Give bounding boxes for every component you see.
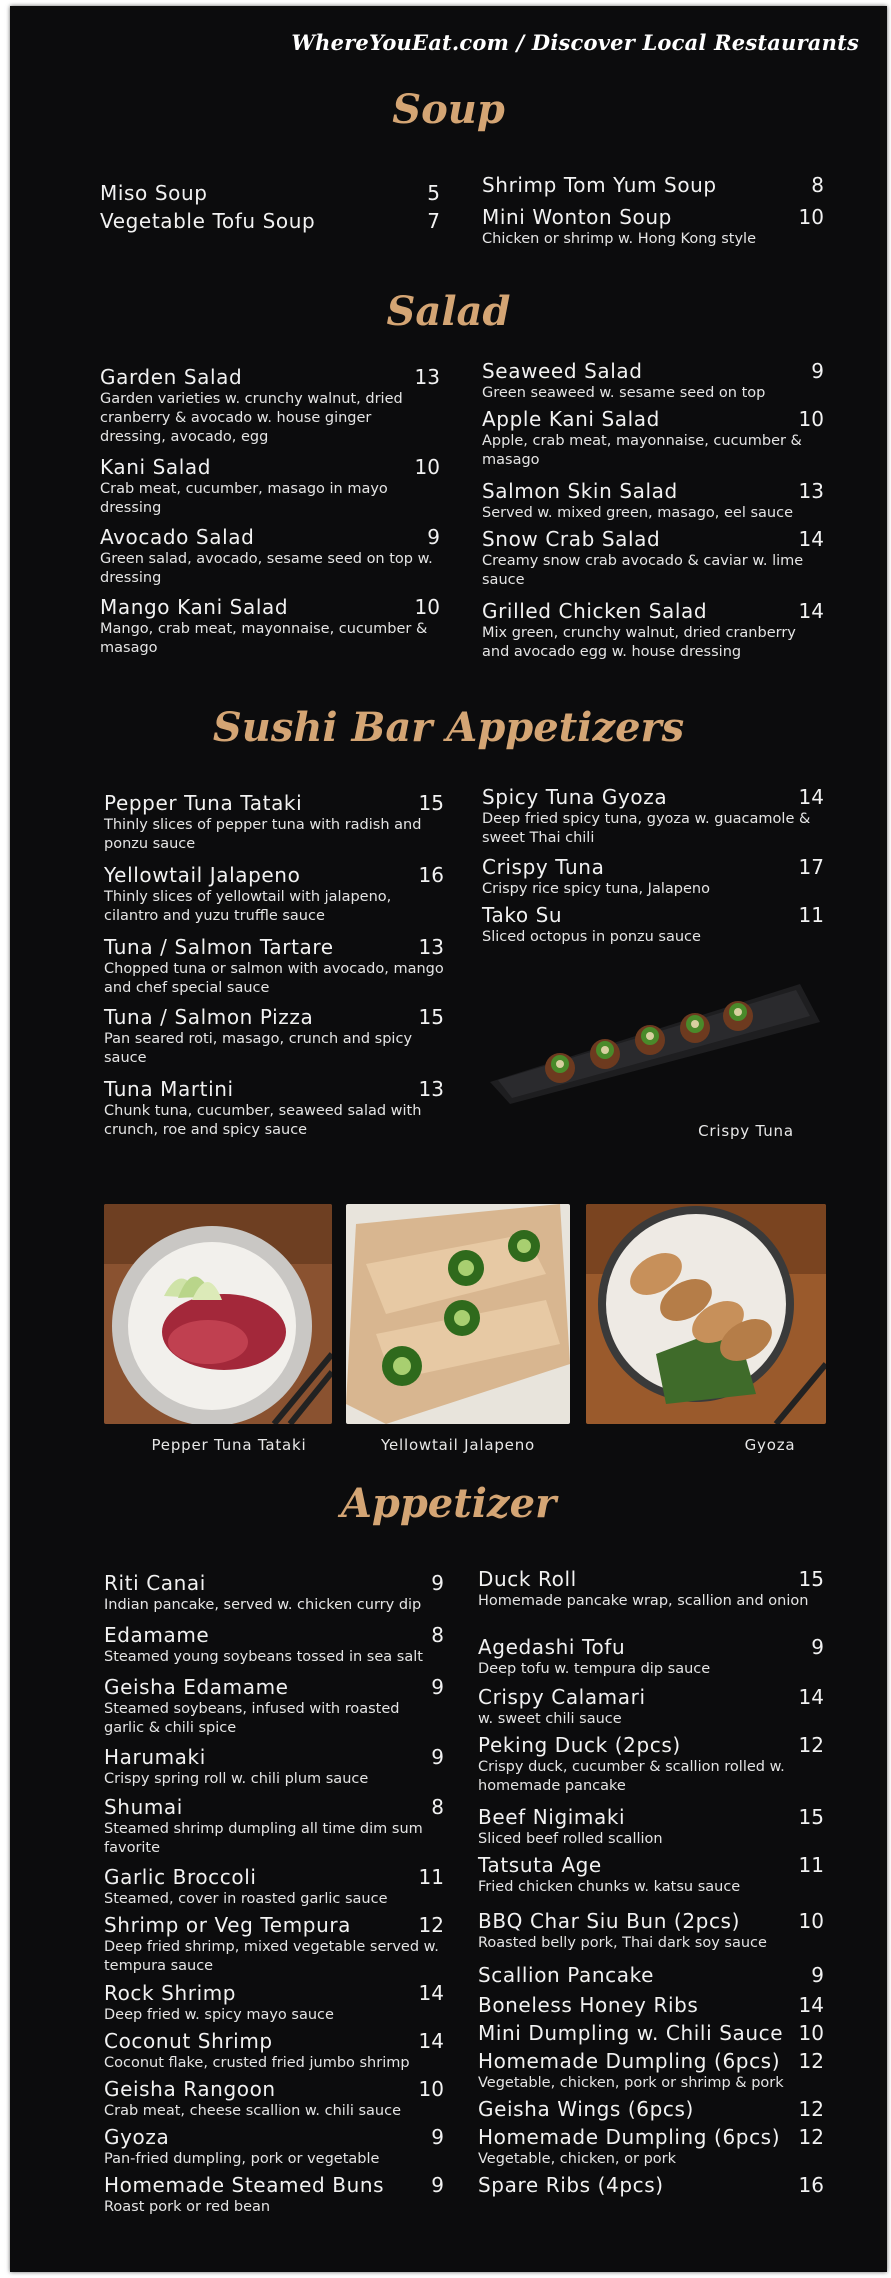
menu-item [100,596,440,658]
item-price: 11 [418,1865,444,1889]
item-name: Homemade Dumpling (6pcs) [478,2049,781,2073]
item-name: Coconut Shrimp [104,2029,273,2053]
menu-item [100,182,440,204]
item-name: Boneless Honey Ribs [478,1993,699,2017]
menu-item [104,2174,444,2217]
item-price: 10 [798,205,824,229]
item-name: Homemade Steamed Buns [104,2173,385,2197]
menu-item [478,2126,824,2169]
item-name: Mini Wonton Soup [482,205,672,229]
item-description: Apple, crab meat, mayonnaise, cucumber & masago [482,433,802,468]
menu-item [104,1914,444,1976]
menu-item [482,480,824,523]
item-description: Crab meat, cheese scallion w. chili sauce [104,2103,402,2119]
item-description: Deep fried w. spicy mayo sauce [104,2007,334,2023]
menu-item [482,600,824,662]
menu-item [478,1734,824,1796]
item-price: 11 [798,903,824,927]
item-price: 15 [798,1567,824,1591]
photo-caption: Yellowtail Jalapeno [381,1436,535,1454]
menu-item [482,174,824,196]
item-name: Duck Roll [478,1567,577,1591]
item-description: Fried chicken chunks w. katsu sauce [478,1879,741,1895]
menu-item [104,1572,444,1615]
item-description: Vegetable, chicken, or pork [478,2151,677,2167]
item-price: 8 [811,173,824,197]
item-name: Peking Duck (2pcs) [478,1733,681,1757]
item-name: Vegetable Tofu Soup [100,209,316,233]
item-description: Homemade pancake wrap, scallion and onion [478,1593,809,1609]
item-name: Mini Dumpling w. Chili Sauce [478,2021,784,2045]
item-name: Agedashi Tofu [478,1635,626,1659]
photo-caption: Gyoza [744,1436,796,1454]
item-name: Garlic Broccoli [104,1865,257,1889]
item-description: Deep fried spicy tuna, gyoza w. guacamole & sweet Thai chili [482,811,811,846]
item-price: 9 [811,1635,824,1659]
item-name: Kani Salad [100,455,212,479]
item-name: Grilled Chicken Salad [482,599,708,623]
item-name: Apple Kani Salad [482,407,660,431]
item-description: Roast pork or red bean [104,2199,271,2215]
item-description: Served w. mixed green, masago, eel sauce [482,505,794,521]
item-description: Roasted belly pork, Thai dark soy sauce [478,1935,767,1951]
item-name: Crispy Tuna [482,855,605,879]
menu-item [482,408,824,470]
menu-item [104,1796,444,1858]
item-price: 15 [418,791,444,815]
item-name: Tuna / Salmon Pizza [104,1005,314,1029]
item-price: 10 [414,455,440,479]
item-description: Steamed shrimp dumpling all time dim sum favorite [104,1821,423,1856]
item-name: Scallion Pancake [478,1963,655,1987]
item-description: Pan seared roti, masago, crunch and spicy sauce [104,1031,413,1066]
menu-item [104,936,444,998]
menu-item [478,1854,824,1897]
item-name: Harumaki [104,1745,206,1769]
item-price: 12 [798,2049,824,2073]
item-name: Crispy Calamari [478,1685,646,1709]
item-price: 17 [798,855,824,879]
menu-item [100,456,440,518]
menu-item [478,1568,824,1611]
item-name: Yellowtail Jalapeno [104,863,301,887]
menu-item [104,1624,444,1667]
item-description: Mango, crab meat, mayonnaise, cucumber & masago [100,621,428,656]
section-title-salad: Salad [386,288,511,335]
item-name: Tako Su [482,903,563,927]
menu-item [104,1866,444,1909]
menu-page [10,6,887,2272]
menu-item [100,210,440,232]
section-title-sushi-bar: Sushi Bar Appetizers [212,704,685,751]
item-price: 10 [798,2021,824,2045]
item-name: Shumai [104,1795,183,1819]
crispy-tuna-photo [480,972,826,1108]
item-description: Creamy snow crab avocado & caviar w. lime sauce [482,553,804,588]
menu-item [478,1994,824,2016]
menu-item [104,2126,444,2169]
item-name: Geisha Rangoon [104,2077,276,2101]
item-description: Coconut flake, crusted fried jumbo shrimp [104,2055,410,2071]
item-name: Pepper Tuna Tataki [104,791,303,815]
menu-item [478,1806,824,1849]
item-price: 10 [798,407,824,431]
item-description: Steamed soybeans, infused with roasted garlic & chili spice [104,1701,400,1736]
item-price: 9 [431,1571,444,1595]
item-name: Homemade Dumpling (6pcs) [478,2125,781,2149]
section-title-appetizer: Appetizer [340,1480,557,1527]
item-price: 11 [798,1853,824,1877]
menu-item [478,1636,824,1679]
item-price: 9 [431,2173,444,2197]
menu-item [478,1964,824,1986]
menu-item [482,528,824,590]
item-description: Chopped tuna or salmon with avocado, mango and chef special sauce [104,961,444,996]
item-description: Crispy spring roll w. chili plum sauce [104,1771,369,1787]
item-name: Geisha Edamame [104,1675,289,1699]
item-price: 9 [811,1963,824,1987]
item-price: 13 [414,365,440,389]
site-watermark: WhereYouEat.com / Discover Local Restaurants [291,30,859,55]
item-description: w. sweet chili sauce [478,1711,622,1727]
item-description: Green salad, avocado, sesame seed on top w. dressing [100,551,433,586]
item-price: 13 [418,1077,444,1101]
menu-item [478,2022,824,2044]
item-name: Garden Salad [100,365,243,389]
item-price: 8 [431,1623,444,1647]
menu-item [478,1910,824,1953]
item-name: Mango Kani Salad [100,595,289,619]
item-description: Pan-fried dumpling, pork or vegetable [104,2151,380,2167]
item-price: 16 [798,2173,824,2197]
menu-item [478,1686,824,1729]
item-name: Gyoza [104,2125,170,2149]
menu-item [478,2098,824,2120]
item-price: 9 [431,1675,444,1699]
item-price: 15 [798,1805,824,1829]
item-price: 15 [418,1005,444,1029]
menu-item [104,2030,444,2073]
item-price: 10 [418,2077,444,2101]
item-name: Shrimp Tom Yum Soup [482,173,717,197]
item-name: Snow Crab Salad [482,527,661,551]
item-price: 9 [811,359,824,383]
item-name: Tatsuta Age [478,1853,602,1877]
menu-item [478,2050,824,2093]
item-price: 14 [798,527,824,551]
photo-caption: Crispy Tuna [698,1122,794,1140]
item-price: 12 [798,2097,824,2121]
item-price: 14 [798,785,824,809]
item-name: Tuna Martini [104,1077,234,1101]
item-name: Spare Ribs (4pcs) [478,2173,664,2197]
menu-item [100,366,440,447]
item-name: Shrimp or Veg Tempura [104,1913,352,1937]
item-price: 12 [798,2125,824,2149]
menu-item [104,1676,444,1738]
item-price: 14 [418,1981,444,2005]
item-price: 12 [798,1733,824,1757]
item-description: Indian pancake, served w. chicken curry dip [104,1597,422,1613]
item-price: 7 [427,209,440,233]
menu-item [482,786,824,848]
item-description: Thinly slices of pepper tuna with radish and ponzu sauce [104,817,422,852]
item-description: Steamed, cover in roasted garlic sauce [104,1891,388,1907]
photo-caption: Pepper Tuna Tataki [151,1436,307,1454]
menu-item [478,2174,824,2196]
item-description: Chicken or shrimp w. Hong Kong style [482,231,756,247]
item-description: Vegetable, chicken, pork or shrimp & pork [478,2075,784,2091]
item-description: Deep tofu w. tempura dip sauce [478,1661,711,1677]
item-name: Miso Soup [100,181,208,205]
item-name: Beef Nigimaki [478,1805,626,1829]
item-name: Geisha Wings (6pcs) [478,2097,694,2121]
menu-item [100,526,440,588]
menu-item [104,864,444,926]
menu-item [104,2078,444,2121]
menu-item [482,360,824,403]
item-price: 8 [431,1795,444,1819]
item-description: Crab meat, cucumber, masago in mayo dressing [100,481,388,516]
pepper-tuna-tataki-photo [104,1204,332,1424]
item-description: Sliced beef rolled scallion [478,1831,663,1847]
item-name: Tuna / Salmon Tartare [104,935,334,959]
menu-item [482,904,824,947]
item-price: 9 [427,525,440,549]
item-price: 10 [414,595,440,619]
item-price: 12 [418,1913,444,1937]
item-name: Edamame [104,1623,210,1647]
item-name: Avocado Salad [100,525,255,549]
item-description: Sliced octopus in ponzu sauce [482,929,701,945]
gyoza-photo [586,1204,826,1424]
item-name: BBQ Char Siu Bun (2pcs) [478,1909,740,1933]
section-title-soup: Soup [392,86,505,133]
item-description: Crispy rice spicy tuna, Jalapeno [482,881,710,897]
item-description: Thinly slices of yellowtail with jalapeno, cilantro and yuzu truffle sauce [104,889,392,924]
item-price: 13 [798,479,824,503]
item-description: Deep fried shrimp, mixed vegetable served w. tempura sauce [104,1939,439,1974]
item-name: Seaweed Salad [482,359,643,383]
item-price: 9 [431,2125,444,2149]
menu-item [482,856,824,899]
item-description: Steamed young soybeans tossed in sea salt [104,1649,423,1665]
item-name: Rock Shrimp [104,1981,237,2005]
item-description: Chunk tuna, cucumber, seaweed salad with crunch, roe and spicy sauce [104,1103,422,1138]
item-price: 14 [798,599,824,623]
menu-item [104,1078,444,1140]
item-name: Spicy Tuna Gyoza [482,785,668,809]
item-description: Mix green, crunchy walnut, dried cranberry and avocado egg w. house dressing [482,625,796,660]
item-name: Riti Canai [104,1571,206,1595]
item-price: 9 [431,1745,444,1769]
menu-item [104,792,444,854]
item-price: 10 [798,1909,824,1933]
menu-item [482,206,824,249]
item-description: Green seaweed w. sesame seed on top [482,385,766,401]
item-description: Garden varieties w. crunchy walnut, dried cranberry & avocado w. house ginger dressing, avocado, egg [100,391,403,445]
item-price: 14 [798,1685,824,1709]
item-description: Crispy duck, cucumber & scallion rolled w. homemade pancake [478,1759,785,1794]
menu-item [104,1006,444,1068]
menu-item [104,1746,444,1789]
item-name: Salmon Skin Salad [482,479,678,503]
item-price: 14 [418,2029,444,2053]
yellowtail-jalapeno-photo [346,1204,570,1424]
item-price: 14 [798,1993,824,2017]
item-price: 5 [427,181,440,205]
menu-item [104,1982,444,2025]
item-price: 16 [418,863,444,887]
item-price: 13 [418,935,444,959]
